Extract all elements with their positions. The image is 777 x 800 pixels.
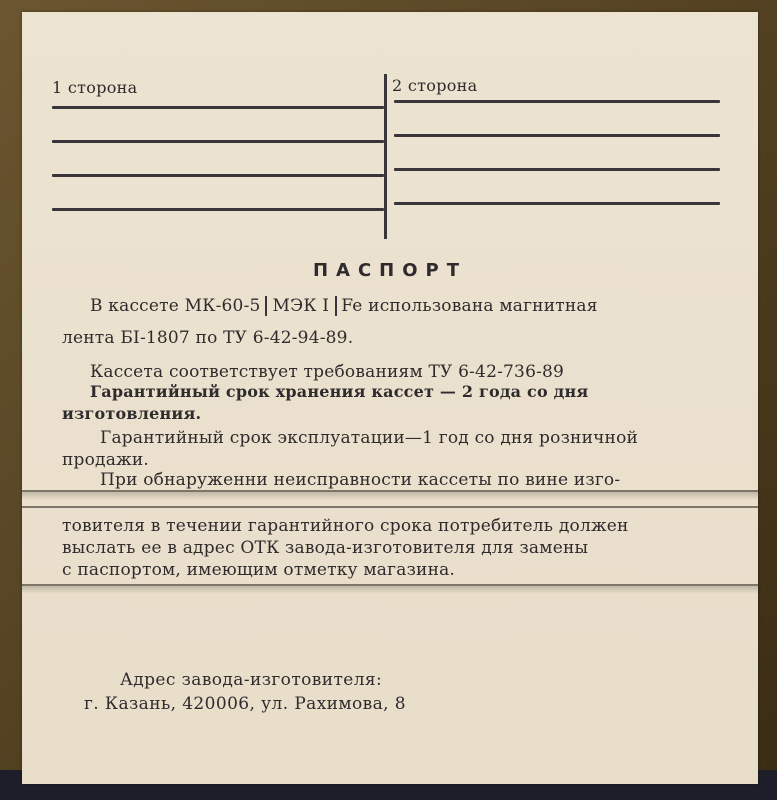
side-1-rule: [52, 106, 384, 109]
passport-line-9: товителя в течении гарантийного срока потребитель должен: [62, 516, 629, 536]
side-1-rule: [52, 140, 384, 143]
passport-line-1-end: Fe использована магнитная: [341, 296, 598, 316]
passport-line-7: продажи.: [62, 450, 150, 470]
passport-line-8: При обнаруженни неисправности кассеты по вине изго-: [100, 470, 621, 490]
side-2-label: 2 сторона: [392, 76, 478, 95]
fold-line-upper-edge: [22, 506, 758, 508]
passport-line-2: лента БІ-1807 по ТУ 6-42-94-89.: [62, 328, 354, 348]
passport-line-10: выслать ее в адрес ОТК завода-изготовителя для замены: [62, 538, 589, 558]
passport-line-4: Гарантийный срок хранения кассет — 2 года со дня: [90, 382, 589, 401]
passport-line-3: Кассета соответствует требованиям ТУ 6-42-736-89: [90, 362, 565, 382]
passport-line-11: с паспортом, имеющим отметку магазина.: [62, 560, 456, 580]
column-divider: [384, 74, 387, 239]
passport-card: [22, 12, 758, 784]
passport-line-5: изготовления.: [62, 404, 202, 423]
side-1-rule: [52, 174, 384, 177]
passport-title: ПАСПОРТ: [312, 260, 468, 281]
fold-shadow-lower: [22, 586, 758, 594]
side-2-rule: [394, 134, 720, 137]
address-label: Адрес завода-изготовителя:: [120, 670, 383, 690]
side-2-rule: [394, 100, 720, 103]
passport-line-1-start: В кассете МК-60-5: [90, 296, 261, 316]
side-2-rule: [394, 168, 720, 171]
tape-type-box: МЭК I: [265, 296, 338, 316]
side-1-rule: [52, 208, 384, 211]
address-value: г. Казань, 420006, ул. Рахимова, 8: [84, 694, 406, 714]
fold-shadow-upper: [22, 492, 758, 500]
passport-line-1: [90, 296, 598, 316]
passport-line-6: Гарантийный срок эксплуатации—1 год со дня розничной: [100, 428, 639, 448]
side-1-label: 1 сторона: [52, 78, 138, 97]
side-2-rule: [394, 202, 720, 205]
